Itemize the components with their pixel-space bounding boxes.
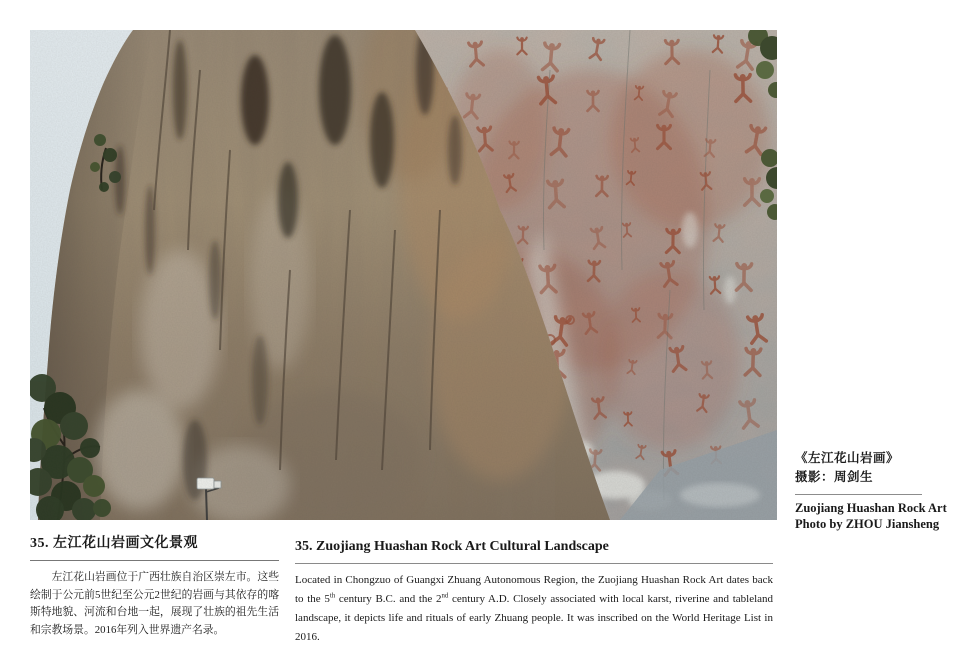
article-divider-zh — [30, 560, 279, 561]
photo-caption — [795, 449, 960, 532]
ordinal-superscript: nd — [441, 592, 449, 600]
photo-grain — [30, 30, 777, 520]
body-text-segment: century A.D. Closely associated with local karst, riverine and tableland landscape, it depicts life and rituals of early Zhuang people. It was inscribed on the World Heritage List in 2016. — [295, 593, 774, 643]
article-title-zh: 35. 左江花山岩画文化景观 — [30, 536, 198, 551]
photo-credit-zh: 摄影：周剑生 — [795, 470, 874, 484]
body-text-segment: Located in Chongzuo of Guangxi Zhuang Autonomous Region, the Zuojiang Huashan Rock Art dates back to the 5 — [295, 574, 773, 605]
article-en — [295, 538, 773, 647]
rock-art-photo — [30, 30, 777, 520]
article-body-zh: 左江花山岩画位于广西壮族自治区崇左市。这些绘制于公元前5世纪至公元2世纪的岩画与其依存的喀斯特地貌、河流和台地一起，展现了壮族的祖先生活和宗教场景。2016年列入世界遗产名录。 — [30, 571, 279, 636]
article-divider-en — [295, 563, 773, 564]
article-title-en: 35. Zuojiang Huashan Rock Art Cultural Landscape — [295, 539, 609, 554]
photo-credit-en: Photo by ZHOU Jiansheng — [795, 517, 940, 531]
photo-title-en: Zuojiang Huashan Rock Art — [795, 501, 947, 515]
photo-title-zh: 《左江花山岩画》 — [795, 451, 900, 465]
body-text-segment: century B.C. and the 2 — [335, 593, 442, 605]
photo-canvas — [30, 30, 777, 520]
ordinal-superscript: th — [329, 592, 336, 600]
article-zh — [30, 536, 279, 639]
caption-divider — [795, 494, 922, 495]
article-body-en — [295, 571, 773, 647]
